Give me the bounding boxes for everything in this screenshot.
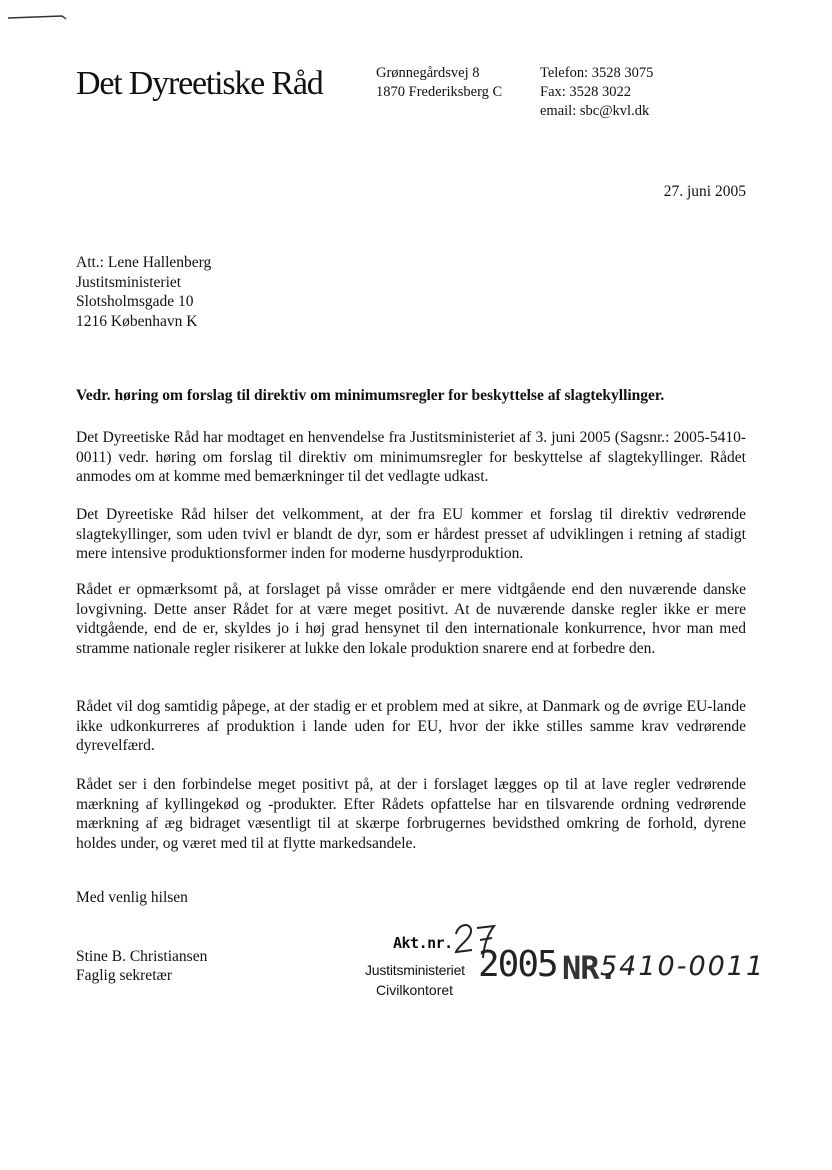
recipient-line: 1216 København K	[76, 312, 198, 330]
recipient-block	[76, 253, 211, 331]
body-paragraph: Rådet vil dog samtidig påpege, at der stadig er et problem med at sikre, at Danmark og de øvrige EU-lande ikke udkonkurreres af produktion i lande uden for EU, hvor der ikke stilles samme krav vedrørende dyrevelfærd.	[76, 698, 746, 754]
organization-name: Det Dyreetiske Råd	[76, 65, 323, 102]
stamp-office: Civilkontoret	[376, 982, 454, 998]
email-line: email: sbc@kvl.dk	[540, 103, 650, 119]
recipient-line: Slotsholmsgade 10	[76, 293, 194, 310]
letter-date: 27. juni 2005	[663, 183, 746, 200]
stamp-nr-label: NR.	[562, 949, 617, 987]
address-line: Grønnegårdsvej 8	[376, 65, 480, 81]
recipient-line: Att.: Lene Hallenberg	[76, 254, 212, 271]
body-paragraph: Det Dyreetiske Råd hilser det velkomment, at der fra EU kommer et forslag til direktiv vedrørende slagtekyllinger, som uden tvivl er blandt de dyr, som er hårdest presset af udviklingen i retning af stadigt mere intensive produktionsformer inden for moderne husdyrproduktion.	[76, 506, 746, 562]
fax-line: Fax: 3528 3022	[540, 84, 632, 100]
signer-name: Stine B. Christiansen	[76, 948, 208, 965]
handwritten-case-number: 5410-0011	[600, 951, 766, 982]
scan-mark	[6, 10, 68, 24]
handwritten-number-mark	[450, 916, 500, 966]
body-paragraph: Det Dyreetiske Råd har modtaget en henvendelse fra Justitsministeriet af 3. juni 2005 (Sagsnr.: 2005-5410-0011) vedr. høring om forslag til direktiv om minimumsregler for beskyttelse af slagtekyllinger. Rådet anmodes om at komme med bemærkninger til det vedlagte udkast.	[76, 429, 746, 485]
address-block	[376, 64, 502, 102]
stamp-ministry: Justitsministeriet	[365, 962, 465, 978]
phone-line: Telefon: 3528 3075	[540, 65, 654, 81]
address-line: 1870 Frederiksberg C	[376, 84, 503, 100]
contact-block	[540, 64, 653, 121]
stamp-year: 2005	[478, 944, 557, 985]
closing: Med venlig hilsen	[76, 889, 188, 906]
recipient-line: Justitsministeriet	[76, 273, 182, 291]
subject-line: Vedr. høring om forslag til direktiv om minimumsregler for beskyttelse af slagtekyllinger.	[76, 387, 665, 404]
signer-title: Faglig sekretær	[76, 967, 172, 984]
signer-block	[76, 947, 207, 985]
body-paragraph: Rådet ser i den forbindelse meget positivt på, at der i forslaget lægges op til at lave regler vedrørende mærkning af kyllingekød og -produkter. Efter Rådets opfattelse har en tilsvarende ordning vedrørende mærkning af æg bidraget væsentligt til at skærpe forbrugernes bevidsthed omkring de forhold, dyrene holdes under, og været med til at flytte markedsandele.	[76, 776, 746, 852]
body-paragraph: Rådet er opmærksomt på, at forslaget på visse områder er mere vidtgående end den nuværende danske lovgivning. Dette anser Rådet for at være meget positivt. At de nuværende danske regler ikke er mere vidtgående, end de er, skyldes jo i høj grad hensynet til den internationale konkurrence, hvor man med stramme nationale regler risikerer at lukke den lokale produktion snarere end at forbedre den.	[76, 581, 746, 657]
stamp-akt-label: Akt.nr.	[393, 934, 453, 952]
